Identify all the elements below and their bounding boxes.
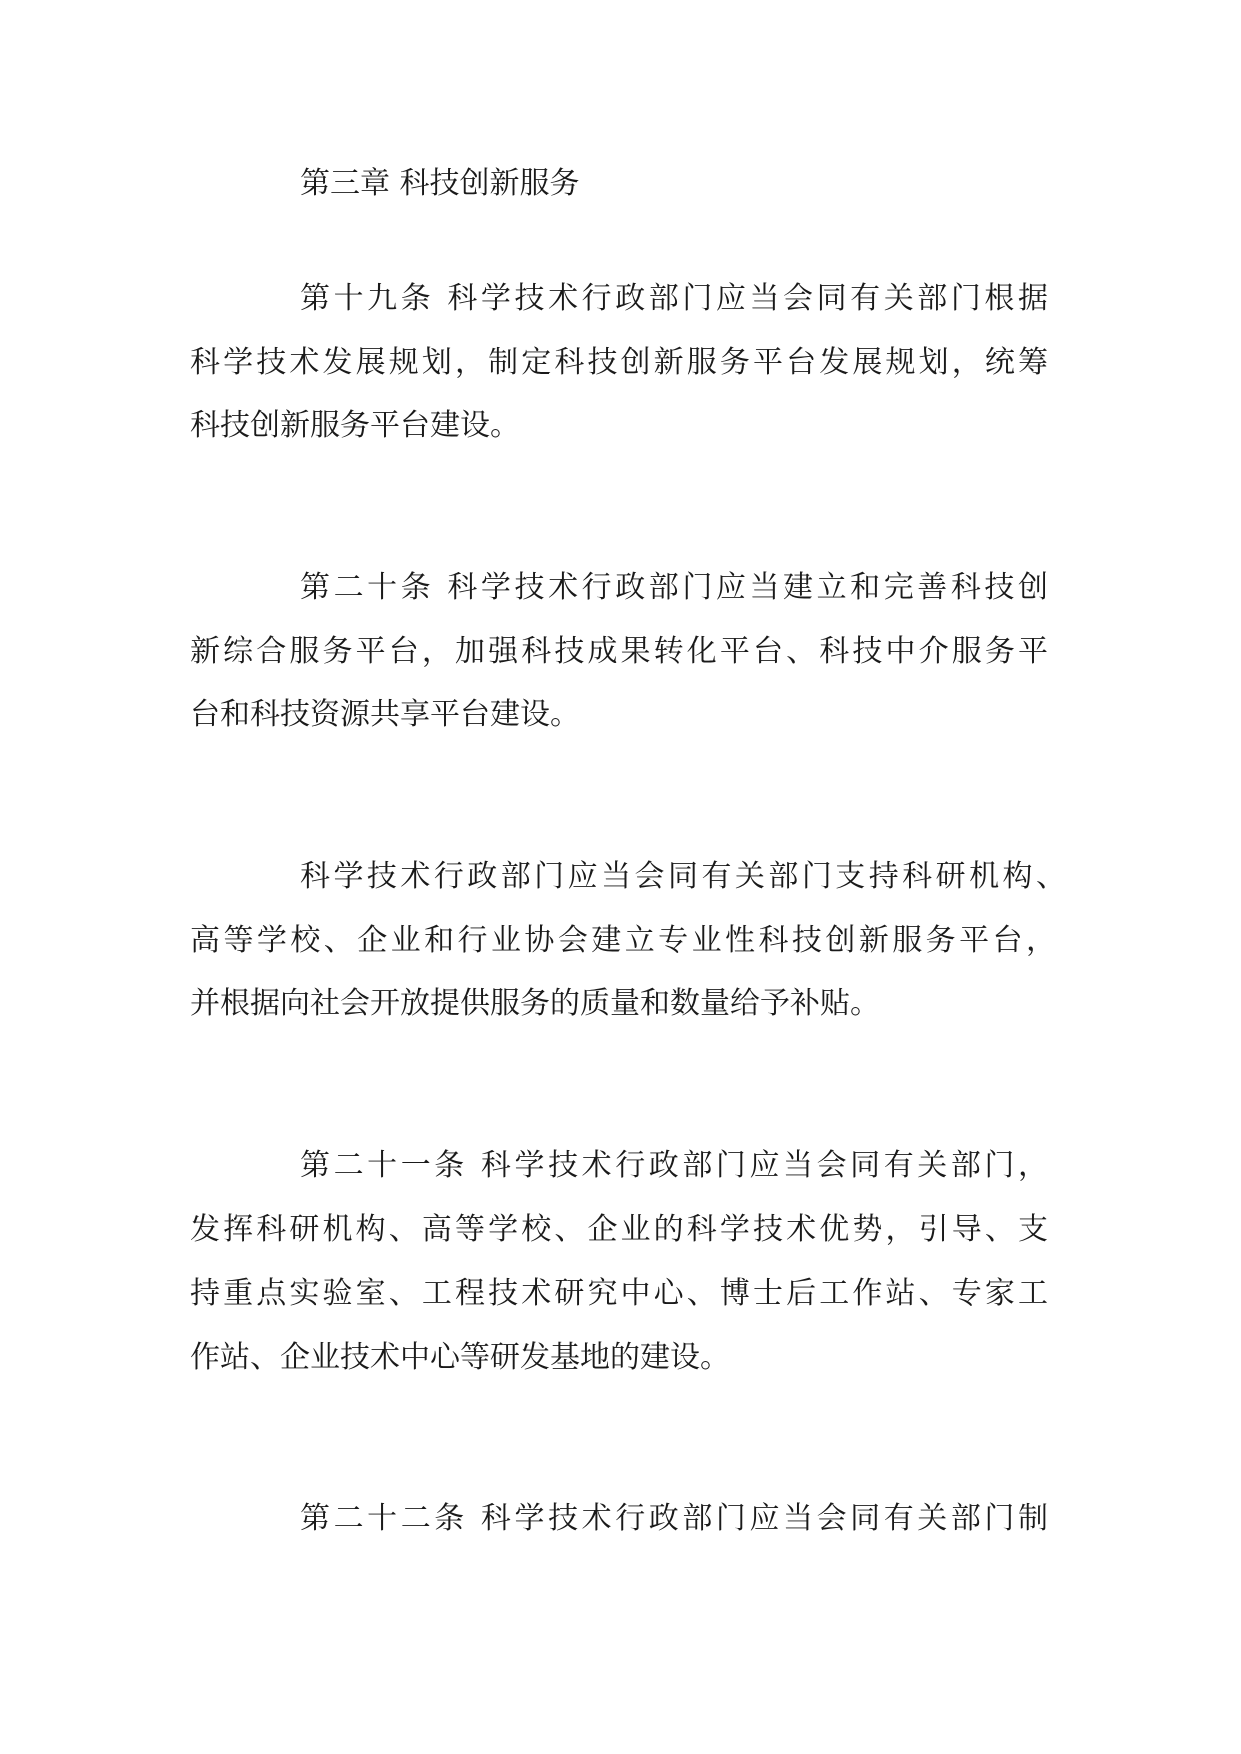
- paragraph-line: 高等学校、企业和行业协会建立专业性科技创新服务平台，: [190, 923, 1056, 958]
- paragraph-line: 第二十条 科学技术行政部门应当建立和完善科技创: [300, 570, 1048, 605]
- paragraph-line: 发挥科研机构、高等学校、企业的科学技术优势，引导、支: [190, 1212, 1048, 1247]
- paragraph-line: 第十九条 科学技术行政部门应当会同有关部门根据: [300, 281, 1048, 316]
- chapter-title: 第三章 科技创新服务: [300, 166, 580, 201]
- paragraph-line: 作站、企业技术中心等研发基地的建设。: [190, 1340, 730, 1375]
- paragraph-line: 科学技术行政部门应当会同有关部门支持科研机构、: [300, 859, 1066, 894]
- paragraph-line: 台和科技资源共享平台建设。: [190, 697, 580, 732]
- paragraph-line: 新综合服务平台，加强科技成果转化平台、科技中介服务平: [190, 634, 1048, 669]
- paragraph-line: 并根据向社会开放提供服务的质量和数量给予补贴。: [190, 986, 880, 1021]
- paragraph-line: 第二十一条 科学技术行政部门应当会同有关部门，: [300, 1148, 1048, 1183]
- paragraph-line: 持重点实验室、工程技术研究中心、博士后工作站、专家工: [190, 1276, 1048, 1311]
- paragraph-line: 科学技术发展规划，制定科技创新服务平台发展规划，统筹: [190, 345, 1048, 380]
- paragraph-line: 第二十二条 科学技术行政部门应当会同有关部门制: [300, 1501, 1048, 1536]
- paragraph-line: 科技创新服务平台建设。: [190, 408, 520, 443]
